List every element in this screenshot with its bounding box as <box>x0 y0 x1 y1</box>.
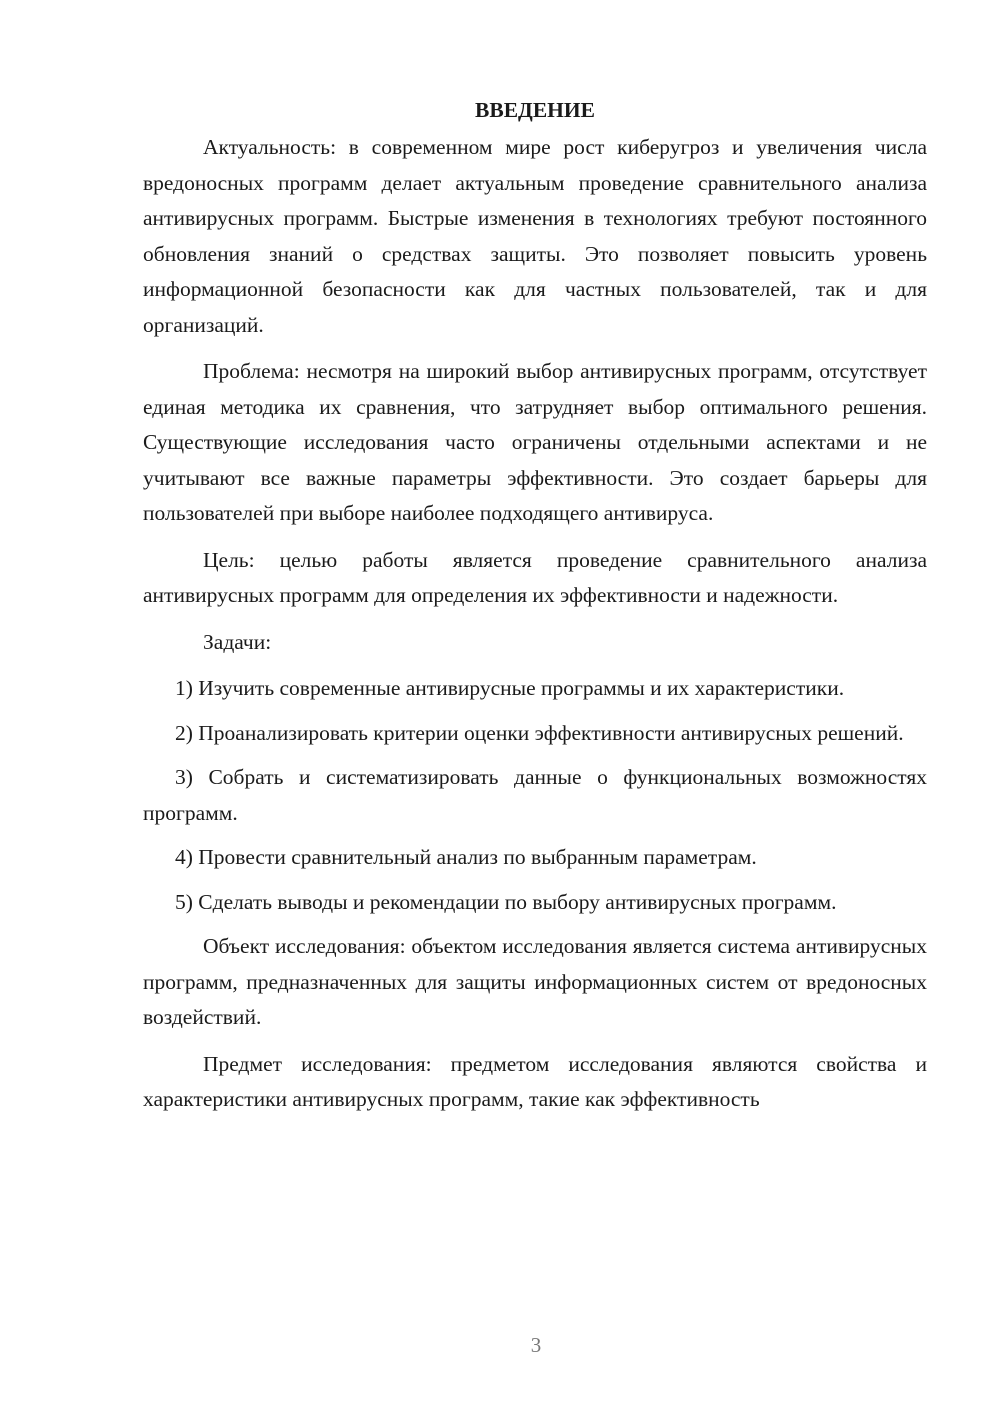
document-body <box>143 92 927 1129</box>
task-item: 5) Сделать выводы и рекомендации по выбору антивирусных программ. <box>175 889 837 914</box>
task-item: 2) Проанализировать критерии оценки эффективности антивирусных решений. <box>175 720 904 745</box>
paragraph-relevance: Актуальность: в современном мире рост киберугроз и увеличения числа вредоносных программ делает актуальным проведение сравнительного анализа антивирусных программ. Быстрые изменения в технологиях требуют постоянного обновления знаний о средствах защиты. Это позволяет повысить уровень информационной безопасности как для частных пользователей, так и для организаций. <box>143 135 927 337</box>
paragraph-problem: Проблема: несмотря на широкий выбор антивирусных программ, отсутствует единая методика их сравнения, что затрудняет выбор оптимального решения. Существующие исследования часто ограничены отдельными аспектами и не учитывают все важные параметры эффективности. Это создает барьеры для пользователей при выборе наиболее подходящего антивируса. <box>143 359 927 525</box>
paragraph-object: Объект исследования: объектом исследования является система антивирусных программ, предназначенных для защиты информационных систем от вредоносных воздействий. <box>143 934 927 1029</box>
tasks-heading: Задачи: <box>203 629 272 654</box>
task-item: 1) Изучить современные антивирусные программы и их характеристики. <box>175 676 845 700</box>
page-number: 3 <box>530 1333 542 1357</box>
section-title: ВВЕДЕНИЕ <box>475 98 595 122</box>
paragraph-goal: Цель: целью работы является проведение сравнительного анализа антивирусных программ для определения их эффективности и надежности. <box>143 547 927 607</box>
task-item: 4) Провести сравнительный анализ по выбранным параметрам. <box>175 845 757 869</box>
paragraph-subject: Предмет исследования: предметом исследования являются свойства и характеристики антивирусных программ, такие как эффективность <box>143 1051 927 1111</box>
task-item: 3) Собрать и систематизировать данные о функциональных возможностях программ. <box>143 765 927 825</box>
